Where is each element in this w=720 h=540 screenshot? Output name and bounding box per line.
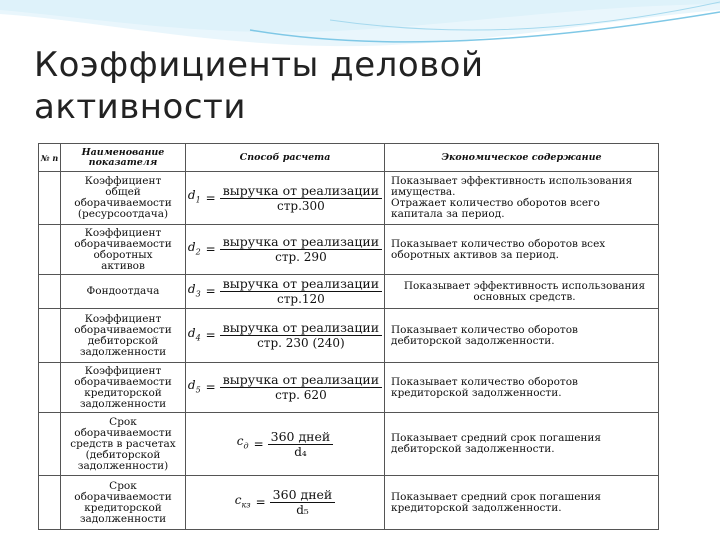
table-header-row	[39, 144, 659, 172]
economic-content-cell	[385, 413, 659, 476]
formula	[188, 277, 382, 306]
formula-symbol: d	[187, 239, 196, 254]
equals-sign: =	[205, 190, 216, 205]
table-row	[39, 275, 659, 309]
formula-denominator: стр. 230 (240)	[257, 336, 345, 350]
indicator-name-line: оборачиваемости	[74, 426, 172, 439]
indicator-name-line: Коэффициент	[84, 312, 162, 325]
equals-sign: =	[253, 436, 264, 451]
economic-content-line: Показывает количество оборотов	[391, 375, 578, 388]
indicator-name-line: задолженности	[79, 512, 167, 525]
row-number-cell	[39, 413, 61, 476]
formula-symbol: d	[187, 325, 196, 340]
fraction	[220, 277, 382, 306]
economic-content-line: Показывает средний срок погашения	[391, 432, 602, 444]
formula-subscript: 1	[195, 195, 201, 205]
formula-denominator: стр.120	[277, 292, 325, 306]
indicator-name-line: оборачиваемости	[74, 197, 172, 209]
formula	[188, 321, 382, 350]
indicator-name-line: дебиторской	[87, 334, 159, 347]
equals-sign: =	[205, 328, 216, 342]
formula-variable	[187, 239, 201, 257]
indicator-name-line: общей	[105, 186, 141, 198]
formula-numerator: выручка от реализации	[220, 277, 382, 292]
formula-variable	[187, 325, 201, 343]
formula-denominator: стр. 620	[275, 388, 327, 402]
formula-symbol: d	[187, 377, 196, 392]
economic-content-line: имущества.	[391, 186, 456, 198]
economic-content-cell	[385, 225, 659, 275]
economic-content-line: Отражает количество оборотов всего	[391, 197, 600, 209]
indicator-name-line: (ресурсоотдача)	[77, 208, 169, 220]
formula-denominator: d₅	[296, 503, 309, 517]
indicator-name-line: Коэффициент	[84, 364, 162, 377]
header-number: № п	[39, 144, 61, 172]
header-economic-content: Экономическое содержание	[385, 144, 659, 172]
formula-cell	[186, 476, 385, 530]
row-number-cell	[39, 476, 61, 530]
table-row	[39, 225, 659, 275]
activity-ratios-table	[38, 143, 659, 530]
fraction	[270, 488, 336, 517]
formula-cell	[186, 413, 385, 476]
formula-subscript: 2	[195, 247, 201, 257]
indicator-name-line: задолженности	[79, 397, 167, 410]
indicator-name-line: Коэффициент	[84, 175, 162, 187]
economic-content-cell	[385, 476, 659, 530]
formula-variable	[237, 436, 249, 451]
indicator-name-line: средств в расчетах	[70, 437, 176, 450]
equals-sign: =	[205, 380, 216, 394]
economic-content-cell	[385, 172, 659, 225]
economic-content-line: Показывает средний срок погашения	[391, 490, 602, 503]
indicator-name-line: задолженности	[79, 345, 167, 358]
page-title	[34, 44, 484, 128]
economic-content-line: Показывает количество оборотов	[391, 323, 578, 336]
indicator-name-cell	[61, 172, 186, 225]
economic-content-line: Показывает эффективность использования	[391, 175, 633, 187]
formula-cell	[186, 363, 385, 413]
economic-content-line: дебиторской задолженности.	[391, 443, 555, 455]
indicator-name-line: оборачиваемости	[74, 237, 172, 250]
formula-denominator: стр.300	[277, 198, 325, 213]
indicator-name-line: оборачиваемости	[74, 323, 172, 336]
indicator-name-line: кредиторской	[84, 501, 162, 514]
formula-numerator: 360 дней	[270, 488, 336, 503]
indicator-name-cell	[61, 309, 186, 363]
fraction	[220, 373, 382, 402]
header-name-line-2: показателя	[88, 156, 158, 168]
equals-sign: =	[255, 495, 266, 509]
formula-symbol: c	[234, 492, 242, 507]
indicator-name-line: кредиторской	[84, 386, 162, 399]
formula	[188, 373, 382, 402]
formula-variable	[188, 190, 201, 205]
economic-content-cell	[385, 363, 659, 413]
fraction	[220, 321, 382, 350]
formula-subscript: 5	[195, 385, 201, 395]
formula-symbol: d	[187, 281, 196, 296]
formula-numerator: 360 дней	[268, 430, 334, 445]
table-row	[39, 476, 659, 530]
indicator-name-line: активов	[101, 259, 145, 272]
economic-content-line: кредиторской задолженности.	[391, 386, 562, 399]
row-number-cell	[39, 225, 61, 275]
indicator-name-line: оборотных	[93, 248, 153, 261]
formula-numerator: выручка от реализации	[220, 321, 382, 336]
indicator-name-cell	[61, 413, 186, 476]
page-title-line-2: активности	[34, 87, 246, 127]
indicator-name-line: оборачиваемости	[74, 375, 172, 388]
formula-variable	[234, 492, 251, 510]
formula-cell	[186, 172, 385, 225]
economic-content-cell	[385, 309, 659, 363]
indicator-name-line: Фондоотдача	[86, 285, 160, 297]
fraction	[268, 430, 334, 459]
indicator-name-line: задолженности)	[77, 459, 169, 472]
row-number-cell	[39, 309, 61, 363]
economic-content-line: кредиторской задолженности.	[391, 501, 562, 514]
formula	[237, 430, 333, 459]
formula-cell	[186, 309, 385, 363]
header-name-line-1: Наименование	[81, 146, 165, 158]
economic-content-line: дебиторской задолженности.	[391, 334, 555, 347]
formula-symbol: d	[187, 188, 196, 203]
indicator-name-cell	[61, 275, 186, 309]
formula-variable	[187, 281, 201, 299]
indicator-name-line: Коэффициент	[84, 226, 162, 239]
formula-denominator: d₄	[294, 444, 307, 459]
formula-cell	[186, 275, 385, 309]
equals-sign: =	[205, 242, 216, 256]
row-number-cell	[39, 275, 61, 309]
row-number-cell	[39, 363, 61, 413]
formula-numerator: выручка от реализации	[220, 184, 382, 199]
formula	[235, 488, 336, 517]
indicator-name-line: Срок	[109, 415, 137, 428]
page-title-line-1: Коэффициенты деловой	[34, 45, 484, 85]
fraction	[220, 235, 382, 264]
economic-content-cell	[385, 275, 659, 309]
indicator-name-line: оборачиваемости	[74, 490, 172, 503]
table-row	[39, 309, 659, 363]
header-calculation-method: Способ расчета	[186, 144, 385, 172]
row-number-cell	[39, 172, 61, 225]
economic-content-line: Показывает эффективность использования	[403, 279, 646, 292]
formula-subscript: 3	[195, 289, 201, 299]
economic-content-line: Показывает количество оборотов всех	[391, 237, 606, 250]
table-row	[39, 413, 659, 476]
formula-symbol: c	[236, 434, 244, 449]
indicator-name-cell	[61, 363, 186, 413]
economic-content-line: капитала за период.	[391, 208, 505, 220]
indicator-name-line: (дебиторской	[85, 448, 161, 461]
table-row	[39, 172, 659, 225]
indicator-name-line: Срок	[109, 479, 137, 492]
fraction	[220, 184, 382, 213]
formula	[188, 184, 382, 213]
economic-content-line: оборотных активов за период.	[391, 248, 559, 261]
formula-denominator: стр. 290	[275, 250, 327, 264]
table-row	[39, 363, 659, 413]
formula-cell	[186, 225, 385, 275]
header-indicator-name	[61, 144, 186, 172]
formula	[188, 235, 382, 264]
formula-numerator: выручка от реализации	[220, 235, 382, 250]
formula-subscript: 4	[195, 333, 201, 343]
indicator-name-cell	[61, 225, 186, 275]
formula-variable	[187, 377, 201, 395]
formula-subscript: кз	[241, 500, 251, 510]
formula-numerator: выручка от реализации	[220, 373, 382, 388]
equals-sign: =	[205, 284, 216, 298]
indicator-name-cell	[61, 476, 186, 530]
formula-subscript: д	[243, 441, 249, 451]
economic-content-line: основных средств.	[473, 290, 576, 303]
